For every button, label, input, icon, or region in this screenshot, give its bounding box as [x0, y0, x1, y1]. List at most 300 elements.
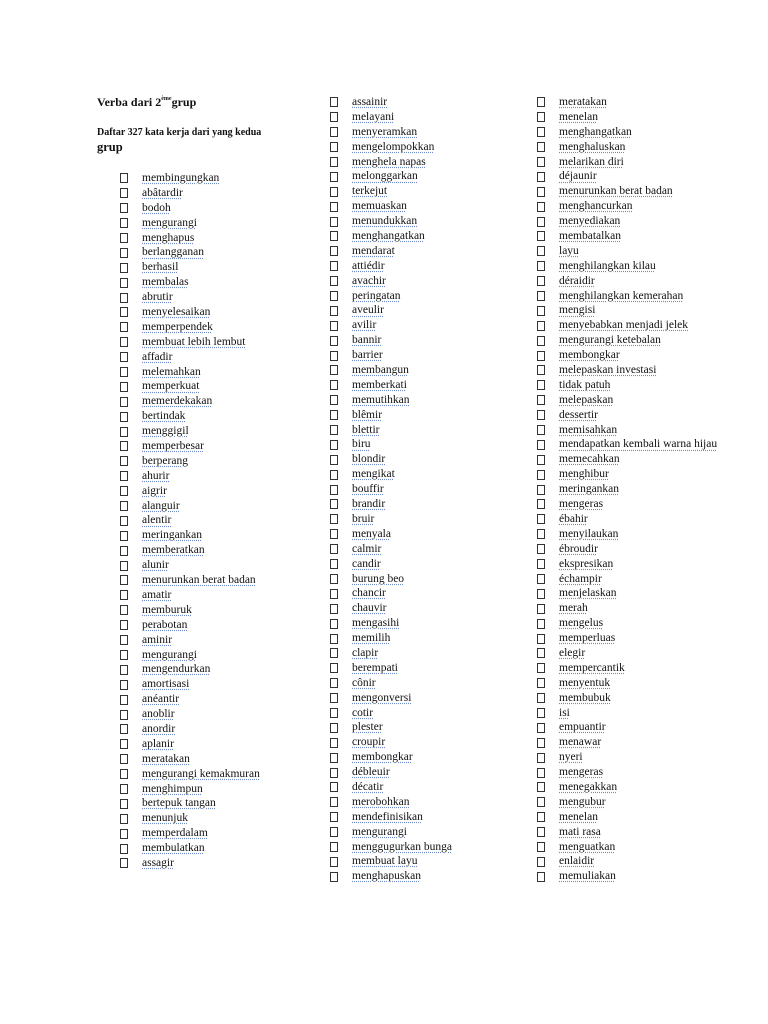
verb-link[interactable]: menghapus [142, 231, 195, 244]
checkbox-icon[interactable] [330, 499, 338, 509]
verb-link[interactable]: berperang [142, 454, 188, 467]
verb-link[interactable]: berlangganan [142, 246, 204, 259]
checkbox-icon[interactable] [537, 291, 545, 301]
verb-link[interactable]: assagir [142, 856, 174, 869]
checkbox-icon[interactable] [537, 395, 545, 405]
verb-link[interactable]: burung beo [352, 572, 405, 585]
verb-link[interactable]: mengikat [352, 468, 395, 481]
verb-link[interactable]: cônir [352, 676, 376, 689]
verb-link[interactable]: mengeras [559, 498, 604, 511]
verb-link[interactable]: memperdalam [142, 827, 208, 840]
checkbox-icon[interactable] [330, 604, 338, 614]
checkbox-icon[interactable] [330, 738, 338, 748]
checkbox-icon[interactable] [330, 187, 338, 197]
checkbox-icon[interactable] [330, 559, 338, 569]
checkbox-icon[interactable] [330, 112, 338, 122]
verb-link[interactable]: layu [559, 244, 579, 257]
verb-link[interactable]: merobohkan [352, 795, 410, 808]
verb-link[interactable]: peringatan [352, 289, 401, 302]
checkbox-icon[interactable] [120, 412, 128, 422]
verb-link[interactable]: memerdekakan [142, 395, 213, 408]
verb-link[interactable]: memutihkan [352, 393, 410, 406]
verb-link[interactable]: bruir [352, 512, 375, 525]
checkbox-icon[interactable] [120, 471, 128, 481]
verb-link[interactable]: menyala [352, 527, 391, 540]
verb-link[interactable]: bouffir [352, 483, 384, 496]
checkbox-icon[interactable] [120, 590, 128, 600]
checkbox-icon[interactable] [330, 753, 338, 763]
checkbox-icon[interactable] [537, 812, 545, 822]
verb-link[interactable]: melepaskan [559, 393, 614, 406]
verb-link[interactable]: melonggarkan [352, 170, 418, 183]
verb-link[interactable]: menegakkan [559, 780, 618, 793]
checkbox-icon[interactable] [120, 248, 128, 258]
verb-link[interactable]: anéantir [142, 693, 180, 706]
checkbox-icon[interactable] [537, 514, 545, 524]
checkbox-icon[interactable] [330, 663, 338, 673]
verb-link[interactable]: menguatkan [559, 840, 616, 853]
checkbox-icon[interactable] [537, 351, 545, 361]
verb-link[interactable]: menurunkan berat badan [559, 185, 673, 198]
checkbox-icon[interactable] [330, 827, 338, 837]
checkbox-icon[interactable] [537, 306, 545, 316]
checkbox-icon[interactable] [537, 425, 545, 435]
checkbox-icon[interactable] [537, 827, 545, 837]
checkbox-icon[interactable] [537, 559, 545, 569]
checkbox-icon[interactable] [330, 276, 338, 286]
verb-link[interactable]: aigrir [142, 484, 167, 497]
checkbox-icon[interactable] [120, 829, 128, 839]
checkbox-icon[interactable] [330, 172, 338, 182]
verb-link[interactable]: menghapuskan [352, 870, 421, 883]
checkbox-icon[interactable] [537, 589, 545, 599]
checkbox-icon[interactable] [330, 425, 338, 435]
checkbox-icon[interactable] [330, 485, 338, 495]
verb-link[interactable]: calmir [352, 542, 382, 555]
checkbox-icon[interactable] [537, 246, 545, 256]
verb-link[interactable]: menyilaukan [559, 527, 619, 540]
verb-link[interactable]: memperbesar [142, 440, 204, 453]
checkbox-icon[interactable] [330, 231, 338, 241]
checkbox-icon[interactable] [330, 619, 338, 629]
checkbox-icon[interactable] [120, 516, 128, 526]
verb-link[interactable]: membuat layu [352, 855, 418, 868]
verb-link[interactable]: biru [352, 438, 371, 451]
verb-link[interactable]: amatir [142, 588, 172, 601]
checkbox-icon[interactable] [120, 695, 128, 705]
checkbox-icon[interactable] [537, 202, 545, 212]
verb-link[interactable]: menghibur [559, 468, 609, 481]
checkbox-icon[interactable] [537, 797, 545, 807]
verb-link[interactable]: mati rasa [559, 825, 601, 838]
checkbox-icon[interactable] [330, 544, 338, 554]
verb-link[interactable]: meratakan [559, 96, 607, 108]
checkbox-icon[interactable] [330, 455, 338, 465]
verb-link[interactable]: dessertir [559, 408, 598, 421]
verb-link[interactable]: mengendurkan [142, 663, 211, 676]
verb-link[interactable]: assainir [352, 96, 388, 108]
checkbox-icon[interactable] [330, 202, 338, 212]
checkbox-icon[interactable] [330, 678, 338, 688]
verb-link[interactable]: blêmir [352, 408, 383, 421]
verb-link[interactable]: berempati [352, 661, 398, 674]
checkbox-icon[interactable] [537, 753, 545, 763]
verb-link[interactable]: menyentuk [559, 676, 611, 689]
verb-link[interactable]: menghilangkan kilau [559, 259, 656, 272]
verb-link[interactable]: ahurir [142, 469, 170, 482]
checkbox-icon[interactable] [537, 604, 545, 614]
verb-link[interactable]: ébahir [559, 512, 588, 525]
verb-link[interactable]: membubuk [559, 691, 611, 704]
checkbox-icon[interactable] [330, 514, 338, 524]
verb-link[interactable]: menggugurkan bunga [352, 840, 452, 853]
verb-link[interactable]: memperkuat [142, 380, 200, 393]
verb-link[interactable]: mengelompokkan [352, 140, 435, 153]
checkbox-icon[interactable] [330, 410, 338, 420]
verb-link[interactable]: tidak patuh [559, 378, 611, 391]
verb-link[interactable]: mengurangi [142, 648, 197, 661]
verb-link[interactable]: chauvir [352, 602, 387, 615]
verb-link[interactable]: membingungkan [142, 172, 220, 184]
verb-link[interactable]: menelan [559, 810, 598, 823]
verb-link[interactable]: attiédir [352, 259, 385, 272]
checkbox-icon[interactable] [120, 501, 128, 511]
verb-link[interactable]: memuaskan [352, 200, 407, 213]
verb-link[interactable]: enlaidir [559, 855, 595, 868]
verb-link[interactable]: bannir [352, 334, 382, 347]
checkbox-icon[interactable] [537, 410, 545, 420]
checkbox-icon[interactable] [120, 382, 128, 392]
checkbox-icon[interactable] [330, 321, 338, 331]
checkbox-icon[interactable] [537, 544, 545, 554]
checkbox-icon[interactable] [120, 427, 128, 437]
checkbox-icon[interactable] [120, 710, 128, 720]
checkbox-icon[interactable] [537, 261, 545, 271]
checkbox-icon[interactable] [120, 724, 128, 734]
checkbox-icon[interactable] [537, 187, 545, 197]
verb-link[interactable]: croupir [352, 736, 386, 749]
verb-link[interactable]: bertindak [142, 410, 186, 423]
checkbox-icon[interactable] [330, 857, 338, 867]
checkbox-icon[interactable] [330, 142, 338, 152]
verb-link[interactable]: anoblir [142, 708, 175, 721]
verb-link[interactable]: mengubur [559, 795, 606, 808]
checkbox-icon[interactable] [120, 173, 128, 183]
verb-link[interactable]: mengurangi [352, 825, 407, 838]
checkbox-icon[interactable] [120, 799, 128, 809]
verb-link[interactable]: ekspresikan [559, 557, 614, 570]
verb-link[interactable]: mengeras [559, 766, 604, 779]
checkbox-icon[interactable] [120, 531, 128, 541]
checkbox-icon[interactable] [330, 97, 338, 107]
checkbox-icon[interactable] [120, 278, 128, 288]
checkbox-icon[interactable] [330, 782, 338, 792]
checkbox-icon[interactable] [120, 397, 128, 407]
checkbox-icon[interactable] [537, 842, 545, 852]
verb-link[interactable]: membangun [352, 364, 409, 377]
verb-link[interactable]: menggigil [142, 425, 189, 438]
checkbox-icon[interactable] [330, 574, 338, 584]
verb-link[interactable]: affadir [142, 350, 173, 363]
verb-link[interactable]: membalas [142, 276, 189, 289]
verb-link[interactable]: avachir [352, 274, 386, 287]
checkbox-icon[interactable] [330, 380, 338, 390]
verb-link[interactable]: mengurangi ketebalan [559, 334, 661, 347]
checkbox-icon[interactable] [120, 650, 128, 660]
checkbox-icon[interactable] [330, 842, 338, 852]
verb-link[interactable]: mengelus [559, 617, 604, 630]
verb-link[interactable]: memberkati [352, 378, 407, 391]
checkbox-icon[interactable] [330, 872, 338, 882]
checkbox-icon[interactable] [330, 797, 338, 807]
checkbox-icon[interactable] [330, 723, 338, 733]
verb-link[interactable]: nyeri [559, 751, 583, 764]
verb-link[interactable]: menghilangkan kemerahan [559, 289, 684, 302]
checkbox-icon[interactable] [120, 858, 128, 868]
checkbox-icon[interactable] [330, 470, 338, 480]
checkbox-icon[interactable] [120, 441, 128, 451]
checkbox-icon[interactable] [537, 217, 545, 227]
checkbox-icon[interactable] [537, 574, 545, 584]
verb-link[interactable]: mendefinisikan [352, 810, 423, 823]
checkbox-icon[interactable] [120, 844, 128, 854]
checkbox-icon[interactable] [330, 336, 338, 346]
checkbox-icon[interactable] [330, 306, 338, 316]
checkbox-icon[interactable] [537, 663, 545, 673]
checkbox-icon[interactable] [330, 261, 338, 271]
verb-link[interactable]: melemahkan [142, 365, 201, 378]
checkbox-icon[interactable] [330, 708, 338, 718]
verb-link[interactable]: memperpendek [142, 320, 213, 333]
checkbox-icon[interactable] [120, 188, 128, 198]
verb-link[interactable]: mendarat [352, 244, 395, 257]
verb-link[interactable]: alentir [142, 514, 172, 527]
checkbox-icon[interactable] [537, 172, 545, 182]
verb-link[interactable]: débleuir [352, 766, 390, 779]
verb-link[interactable]: menundukkan [352, 215, 418, 228]
checkbox-icon[interactable] [120, 456, 128, 466]
checkbox-icon[interactable] [330, 395, 338, 405]
verb-link[interactable]: mempercantik [559, 661, 625, 674]
verb-link[interactable]: membuat lebih lembut [142, 335, 246, 348]
checkbox-icon[interactable] [537, 276, 545, 286]
verb-link[interactable]: melepaskan investasi [559, 364, 657, 377]
checkbox-icon[interactable] [537, 768, 545, 778]
verb-link[interactable]: barrier [352, 349, 383, 362]
verb-link[interactable]: mengasihi [352, 617, 400, 630]
checkbox-icon[interactable] [537, 470, 545, 480]
verb-link[interactable]: memecahkan [559, 453, 620, 466]
checkbox-icon[interactable] [537, 157, 545, 167]
verb-link[interactable]: menghaluskan [559, 140, 626, 153]
verb-link[interactable]: membongkar [559, 349, 620, 362]
checkbox-icon[interactable] [120, 575, 128, 585]
verb-link[interactable]: menurunkan berat badan [142, 574, 256, 587]
checkbox-icon[interactable] [537, 321, 545, 331]
checkbox-icon[interactable] [120, 635, 128, 645]
verb-link[interactable]: isi [559, 706, 570, 719]
verb-link[interactable]: menelan [559, 110, 598, 123]
verb-link[interactable]: terkejut [352, 185, 388, 198]
verb-link[interactable]: alunir [142, 559, 169, 572]
checkbox-icon[interactable] [537, 738, 545, 748]
checkbox-icon[interactable] [537, 112, 545, 122]
verb-link[interactable]: blondir [352, 453, 386, 466]
checkbox-icon[interactable] [330, 812, 338, 822]
verb-link[interactable]: memisahkan [559, 423, 618, 436]
checkbox-icon[interactable] [537, 365, 545, 375]
verb-link[interactable]: amortisasi [142, 678, 190, 691]
checkbox-icon[interactable] [537, 142, 545, 152]
verb-link[interactable]: candir [352, 557, 381, 570]
verb-link[interactable]: merah [559, 602, 588, 615]
checkbox-icon[interactable] [537, 782, 545, 792]
checkbox-icon[interactable] [120, 680, 128, 690]
checkbox-icon[interactable] [537, 440, 545, 450]
verb-link[interactable]: menunjuk [142, 812, 188, 825]
verb-link[interactable]: empuantir [559, 721, 606, 734]
verb-link[interactable]: blettir [352, 423, 380, 436]
verb-link[interactable]: alanguir [142, 499, 180, 512]
verb-link[interactable]: clapir [352, 646, 379, 659]
verb-link[interactable]: mengonversi [352, 691, 412, 704]
verb-link[interactable]: déjaunir [559, 170, 597, 183]
verb-link[interactable]: chancir [352, 587, 386, 600]
checkbox-icon[interactable] [537, 723, 545, 733]
verb-link[interactable]: melarikan diri [559, 155, 624, 168]
verb-link[interactable]: menjelaskan [559, 587, 617, 600]
verb-link[interactable]: menyediakan [559, 215, 621, 228]
verb-link[interactable]: mengurangi kemakmuran [142, 767, 260, 780]
verb-link[interactable]: meringankan [142, 529, 203, 542]
checkbox-icon[interactable] [120, 203, 128, 213]
verb-link[interactable]: membongkar [352, 751, 413, 764]
checkbox-icon[interactable] [120, 337, 128, 347]
verb-link[interactable]: bertepuk tangan [142, 797, 216, 810]
checkbox-icon[interactable] [120, 620, 128, 630]
checkbox-icon[interactable] [330, 440, 338, 450]
verb-link[interactable]: berhasil [142, 261, 179, 274]
verb-link[interactable]: mengurangi [142, 216, 197, 229]
verb-link[interactable]: membulatkan [142, 842, 205, 855]
verb-link[interactable]: meratakan [142, 752, 190, 765]
checkbox-icon[interactable] [537, 336, 545, 346]
verb-link[interactable]: brandir [352, 498, 386, 511]
checkbox-icon[interactable] [120, 367, 128, 377]
verb-link[interactable]: memperluas [559, 632, 616, 645]
verb-link[interactable]: menghancurkan [559, 200, 633, 213]
checkbox-icon[interactable] [537, 499, 545, 509]
checkbox-icon[interactable] [120, 352, 128, 362]
checkbox-icon[interactable] [120, 784, 128, 794]
checkbox-icon[interactable] [120, 293, 128, 303]
checkbox-icon[interactable] [537, 485, 545, 495]
checkbox-icon[interactable] [120, 218, 128, 228]
checkbox-icon[interactable] [120, 769, 128, 779]
verb-link[interactable]: aplanir [142, 737, 174, 750]
checkbox-icon[interactable] [537, 872, 545, 882]
verb-link[interactable]: décatir [352, 780, 384, 793]
checkbox-icon[interactable] [537, 678, 545, 688]
checkbox-icon[interactable] [120, 561, 128, 571]
checkbox-icon[interactable] [330, 246, 338, 256]
checkbox-icon[interactable] [537, 231, 545, 241]
verb-link[interactable]: membatalkan [559, 230, 621, 243]
verb-link[interactable]: meringankan [559, 483, 620, 496]
verb-link[interactable]: ébroudir [559, 542, 598, 555]
verb-link[interactable]: bodoh [142, 201, 171, 214]
checkbox-icon[interactable] [537, 380, 545, 390]
checkbox-icon[interactable] [537, 529, 545, 539]
checkbox-icon[interactable] [330, 365, 338, 375]
verb-link[interactable]: aminir [142, 633, 173, 646]
checkbox-icon[interactable] [120, 814, 128, 824]
checkbox-icon[interactable] [120, 546, 128, 556]
checkbox-icon[interactable] [537, 97, 545, 107]
verb-link[interactable]: menghela napas [352, 155, 426, 168]
verb-link[interactable]: menawar [559, 736, 602, 749]
verb-link[interactable]: melayani [352, 110, 395, 123]
checkbox-icon[interactable] [330, 589, 338, 599]
verb-link[interactable]: avilir [352, 319, 377, 332]
checkbox-icon[interactable] [537, 693, 545, 703]
verb-link[interactable]: memburuk [142, 603, 192, 616]
verb-link[interactable]: cotir [352, 706, 374, 719]
checkbox-icon[interactable] [120, 665, 128, 675]
checkbox-icon[interactable] [330, 648, 338, 658]
verb-link[interactable]: déraidir [559, 274, 595, 287]
checkbox-icon[interactable] [330, 127, 338, 137]
checkbox-icon[interactable] [537, 648, 545, 658]
verb-link[interactable]: abâtardir [142, 186, 183, 199]
checkbox-icon[interactable] [330, 693, 338, 703]
verb-link[interactable]: anordir [142, 722, 176, 735]
verb-link[interactable]: menyebabkan menjadi jelek [559, 319, 689, 332]
checkbox-icon[interactable] [120, 754, 128, 764]
verb-link[interactable]: aveulir [352, 304, 384, 317]
checkbox-icon[interactable] [120, 322, 128, 332]
checkbox-icon[interactable] [330, 351, 338, 361]
verb-link[interactable]: mengisi [559, 304, 596, 317]
checkbox-icon[interactable] [330, 291, 338, 301]
verb-link[interactable]: menghangatkan [352, 230, 425, 243]
checkbox-icon[interactable] [537, 619, 545, 629]
checkbox-icon[interactable] [120, 233, 128, 243]
checkbox-icon[interactable] [120, 605, 128, 615]
verb-link[interactable]: mendapatkan kembali warna hijau [559, 438, 718, 451]
verb-link[interactable]: memberatkan [142, 544, 205, 557]
checkbox-icon[interactable] [120, 263, 128, 273]
verb-link[interactable]: menyelesaikan [142, 306, 211, 319]
checkbox-icon[interactable] [537, 708, 545, 718]
checkbox-icon[interactable] [330, 529, 338, 539]
checkbox-icon[interactable] [330, 634, 338, 644]
checkbox-icon[interactable] [330, 768, 338, 778]
verb-link[interactable]: menghangatkan [559, 125, 632, 138]
verb-link[interactable]: plester [352, 721, 383, 734]
verb-link[interactable]: menghimpun [142, 782, 203, 795]
verb-link[interactable]: perabotan [142, 618, 188, 631]
checkbox-icon[interactable] [330, 157, 338, 167]
verb-link[interactable]: menyeramkan [352, 125, 418, 138]
checkbox-icon[interactable] [537, 127, 545, 137]
verb-link[interactable]: échampir [559, 572, 602, 585]
checkbox-icon[interactable] [120, 739, 128, 749]
verb-link[interactable]: elegir [559, 646, 586, 659]
checkbox-icon[interactable] [120, 307, 128, 317]
checkbox-icon[interactable] [537, 857, 545, 867]
checkbox-icon[interactable] [537, 455, 545, 465]
